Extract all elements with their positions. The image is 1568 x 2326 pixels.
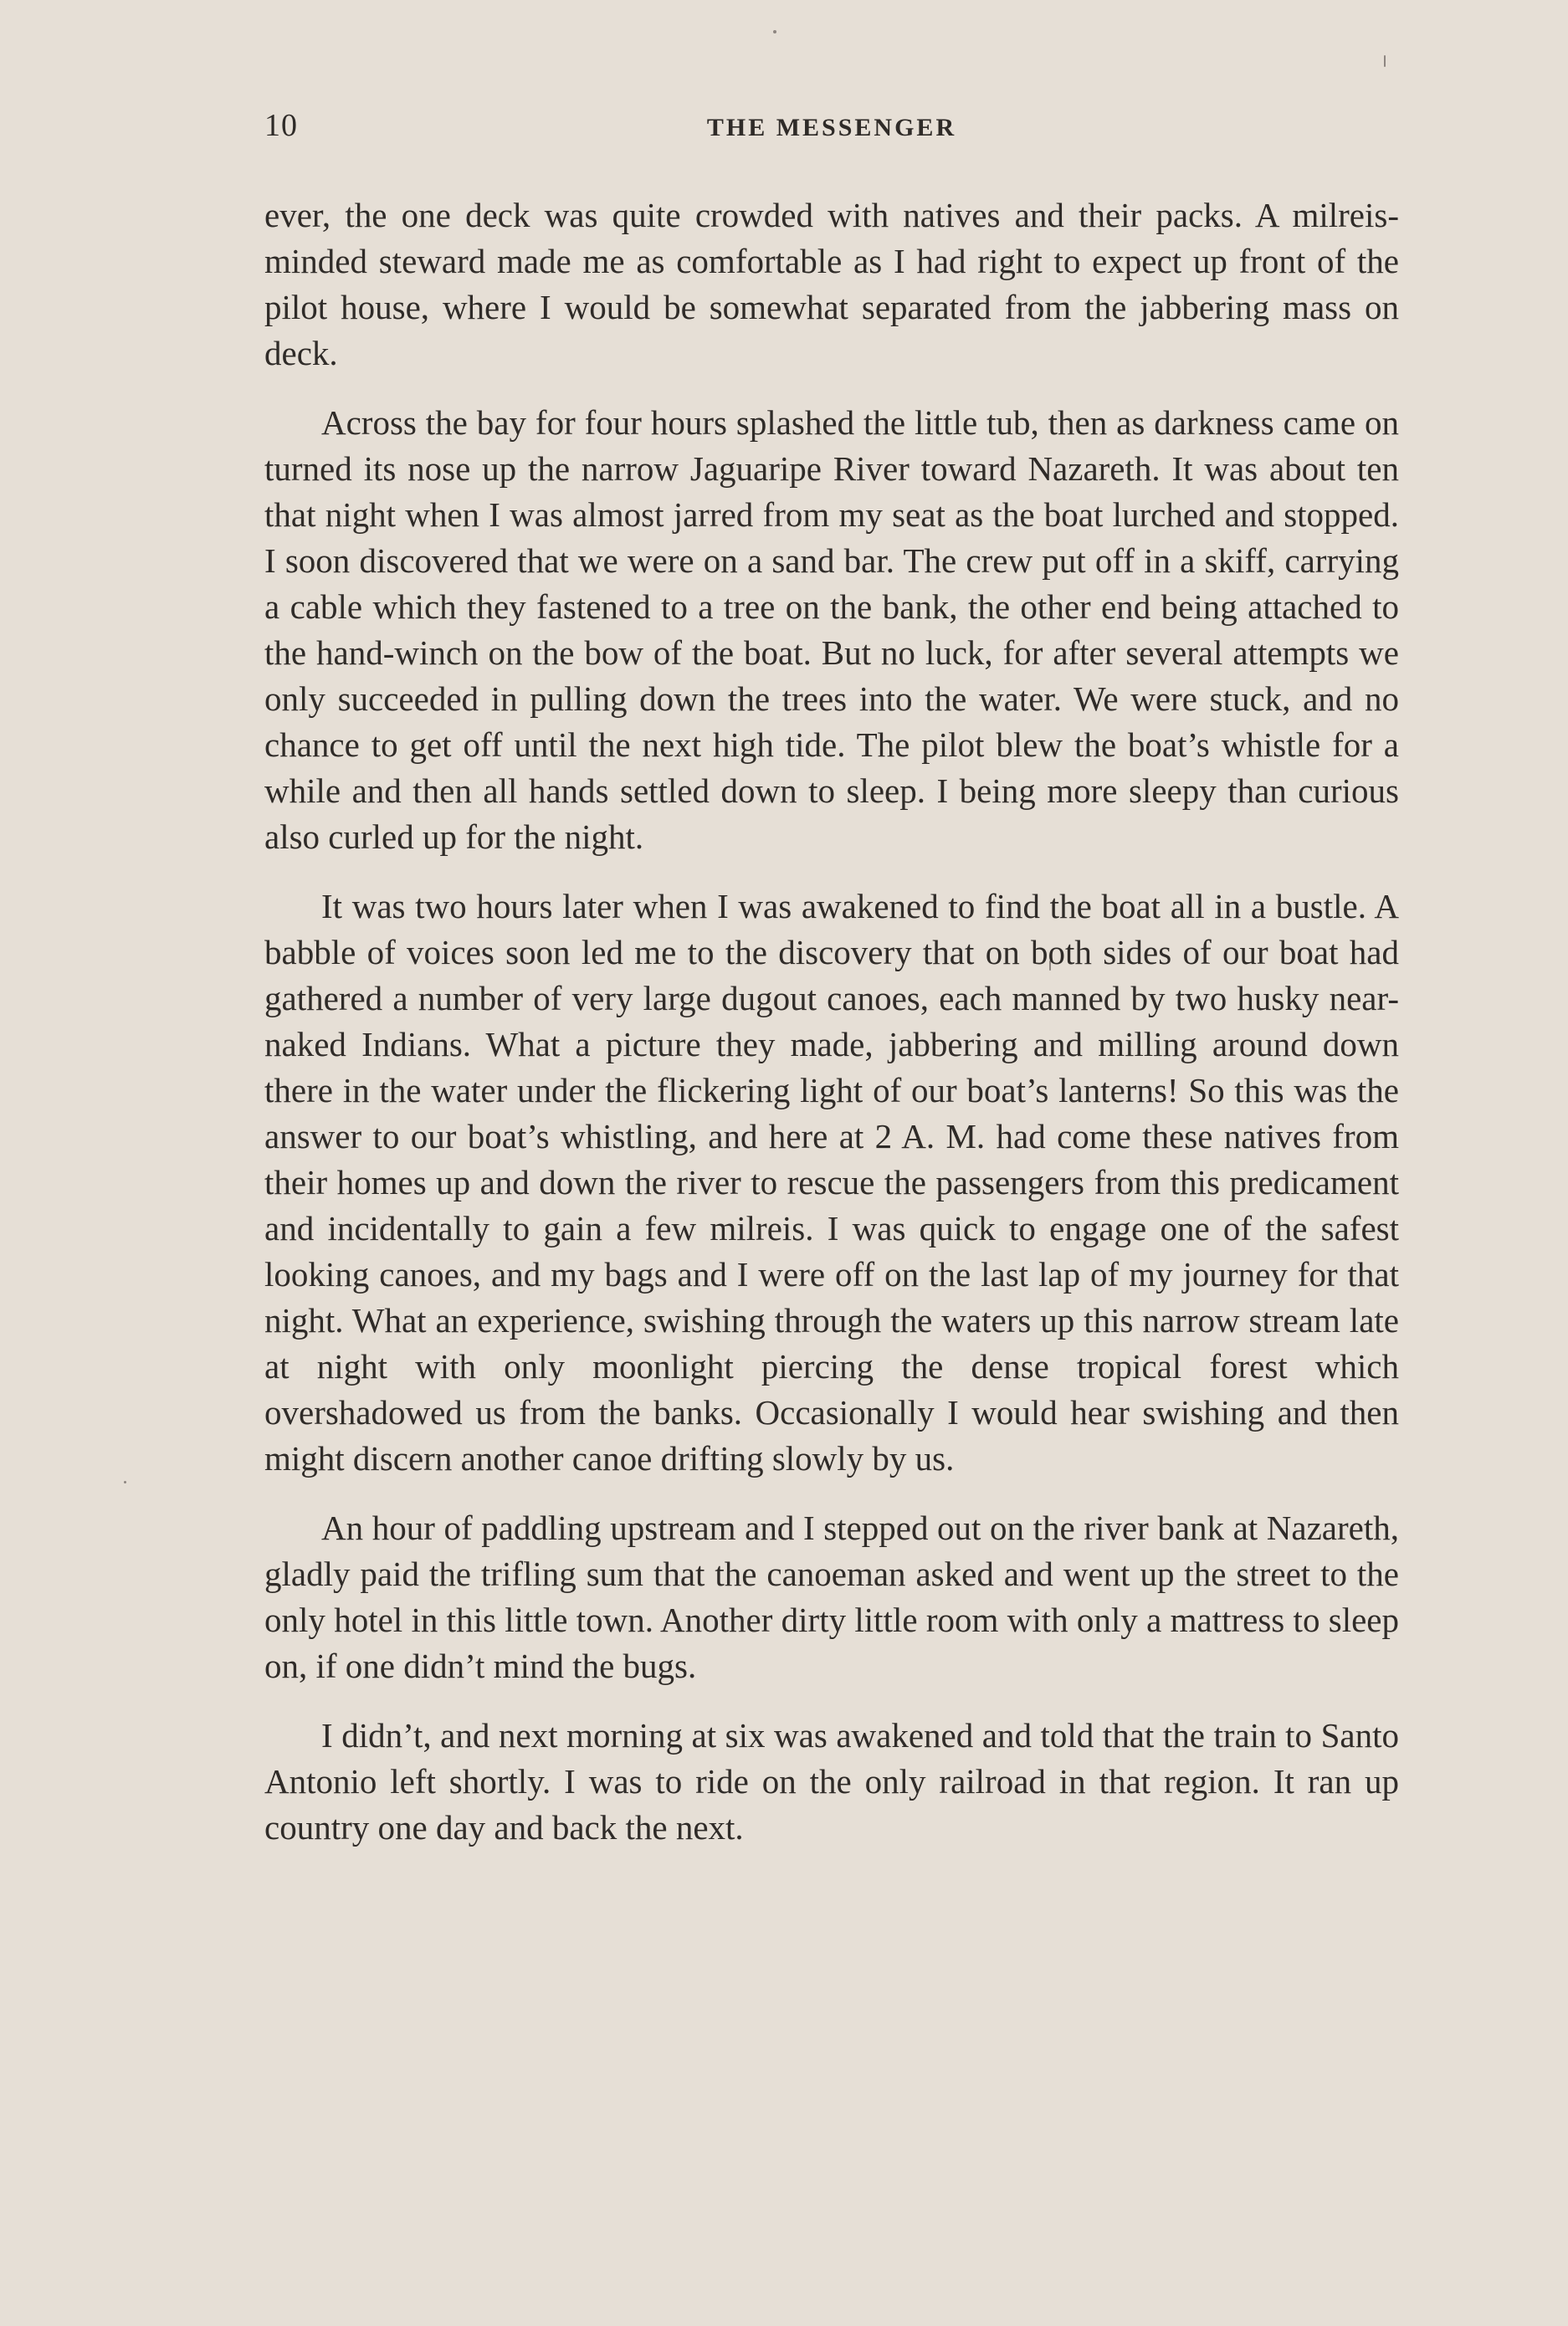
paper-speck xyxy=(1384,55,1386,67)
paragraph: I didn’t, and next morning at six was awakened and told that the train to Santo Antonio left shortly. I was to ride on the only railroad in that region. It ran up country one day and back the next. xyxy=(264,1716,1399,1847)
page-number: 10 xyxy=(264,108,298,143)
paragraph: Across the bay for four hours splashed the little tub, then as darkness came on turned its nose up the narrow Jaguaripe River toward Nazareth. It was about ten that night when I was almost jarred from my seat as the boat lurched and stopped. I soon discovered that we were on a sand bar. The crew put off in a skiff, carrying a cable which they fastened to a tree on the bank, the other end being attached to the hand-winch on the bow of the boat. But no luck, for after several attempts we only succeeded in pulling down the trees into the water. We were stuck, and no chance to get off until the next high tide. The pilot blew the boat’s whistle for a while and then all hands settled down to sleep. I being more sleepy than curious also curled up for the night. xyxy=(264,403,1399,856)
paper-speck xyxy=(773,30,776,33)
paragraph: ever, the one deck was quite crowded with natives and their packs. A milreis-minded steward made me as comfortable as I had right to expect up front of the pilot house, where I would be somewhat separated from the jabbering mass on deck. xyxy=(264,196,1399,372)
paper-speck xyxy=(124,1481,126,1483)
paragraph: It was two hours later when I was awakened to find the boat all in a bustle. A babble of voices soon led me to the discovery that on both sides of our boat had gathered a number of very large dugout canoes, each manned by two husky near-naked Indians. What a picture they made, jabbering and milling around down there in the water under the flickering light of our boat’s lanterns! So this was the answer to our boat’s whistling, and here at 2 A. M. had come these natives from their homes up and down the river to rescue the passengers from this predicament and incidentally to gain a few milreis. I was quick to engage one of the safest looking canoes, and my bags and I were off on the last lap of my journey for that night. What an experience, swishing through the waters up this narrow stream late at night with only moonlight piercing the dense tropical forest which overshadowed us from the banks. Occasionally I would hear swishing and then might discern another canoe drifting slowly by us. xyxy=(264,887,1399,1478)
body-text xyxy=(264,192,1399,1874)
running-head: THE MESSENGER xyxy=(706,114,957,141)
page-header xyxy=(264,107,1399,149)
paragraph: An hour of paddling upstream and I stepped out on the river bank at Nazareth, gladly paid the trifling sum that the canoeman asked and went up the street to the only hotel in this little town. Another dirty little room with only a mattress to sleep on, if one didn’t mind the bugs. xyxy=(264,1509,1399,1685)
